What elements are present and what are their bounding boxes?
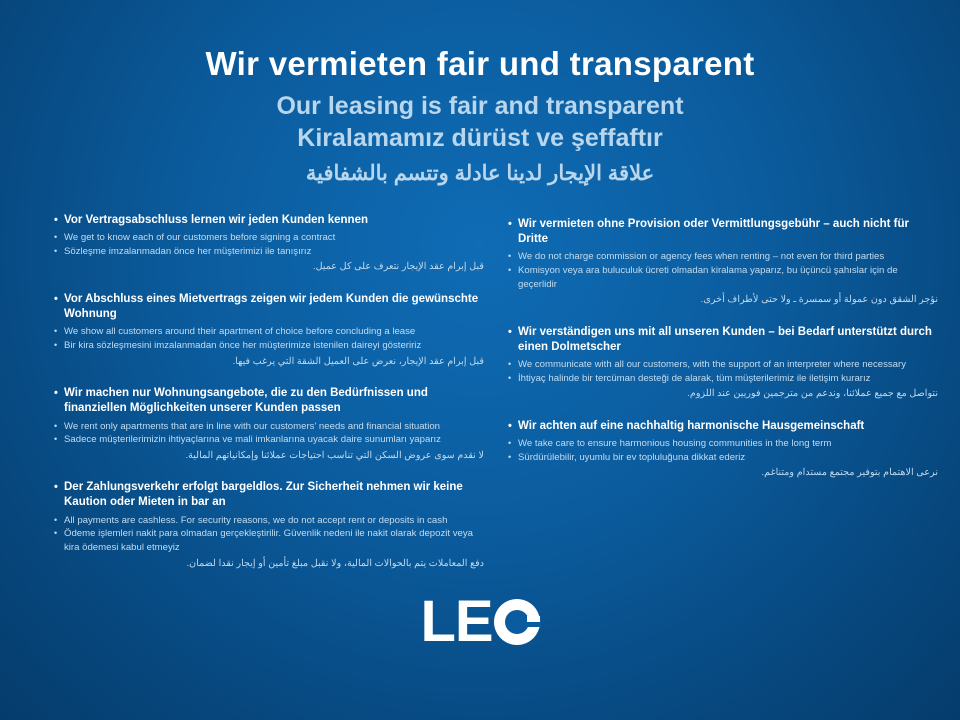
- item-heading-en: [54, 325, 484, 339]
- item-text-de: Wir achten auf eine nachhaltig harmonische Hausgemeinschaft: [518, 419, 865, 432]
- item-text-en: We take care to ensure harmonious housing communities in the long term: [518, 438, 832, 450]
- logo-g-icon: [494, 599, 540, 645]
- item-heading-en: [54, 231, 484, 245]
- page-title-de: Wir vermieten fair und transparent: [205, 45, 755, 82]
- item-text-ar: نرعى الاهتمام بتوفير مجتمع مستدام ومتناغم.: [761, 467, 938, 479]
- item-text-tr: Ödeme işlemleri nakit para olmadan gerçekleştirilir. Güvenlik nedeni ile nakit olarak depozit veya kira ödemesi kabul etmeyiz: [64, 528, 473, 553]
- bullet-icon: •: [54, 326, 58, 337]
- right-column: [508, 213, 938, 588]
- leg-logo: [420, 588, 539, 655]
- bullet-icon: •: [54, 481, 58, 494]
- bullet-icon: •: [54, 514, 58, 525]
- logo-area: [0, 588, 960, 655]
- bullet-icon: •: [54, 232, 58, 243]
- bullet-icon: •: [508, 438, 512, 449]
- item-text-ar: نؤجر الشقق دون عمولة أو سمسرة ـ ولا حتى لأطراف أخرى.: [700, 294, 938, 306]
- item-text-ar: نتواصل مع جميع عملائنا، وندعم من مترجمين فوريين عند اللزوم.: [687, 388, 938, 400]
- bullet-icon: •: [54, 339, 58, 350]
- item-text-tr: Sadece müşterilerimizin ihtiyaçlarına ve mali imkanlarına uyacak daire sunumları yaparız: [64, 434, 441, 446]
- item-text-de: Wir verständigen uns mit all unseren Kunden – bei Bedarf unterstützt durch einen Dolmetscher: [518, 325, 932, 353]
- bullet-icon: •: [54, 386, 58, 399]
- bullet-icon: •: [508, 251, 512, 262]
- list-item: [54, 386, 484, 463]
- bullet-icon: •: [54, 292, 58, 305]
- item-text-en: We rent only apartments that are in line with our customers' needs and financial situation: [64, 420, 441, 432]
- bullet-icon: •: [508, 372, 512, 383]
- item-heading-tr: [508, 451, 938, 465]
- page-title-ar: علاقة الإيجار لدينا عادلة وتتسم بالشفافية: [305, 161, 655, 185]
- bullet-icon: •: [54, 245, 58, 256]
- item-text-de: Wir machen nur Wohnungsangebote, die zu den Bedürfnissen und finanziellen Möglichkeiten unserer Kunden passen: [64, 386, 428, 415]
- item-text-ar: قبل إبرام عقد الإيجار، نعرض على العميل الشقة التي يرغب فيها.: [232, 355, 484, 367]
- item-heading-en: [508, 250, 938, 264]
- item-text-en: We do not charge commission or agency fees when renting – not even for third parties: [518, 251, 885, 263]
- item-heading-en: [54, 514, 484, 528]
- list-item: [508, 419, 938, 481]
- bullet-icon: •: [54, 528, 58, 539]
- content-columns: [0, 187, 960, 588]
- list-item: [54, 480, 484, 571]
- item-text-de: Wir vermieten ohne Provision oder Vermittlungsgebühr – auch nicht für Dritte: [518, 217, 909, 246]
- list-item: [508, 217, 938, 308]
- item-text-tr: Komisyon veya ara buluculuk ücreti olmadan kiralama yaparız, bu üçüncü şahıslar için de geçerlidir: [518, 265, 898, 290]
- item-heading-en: [508, 358, 938, 372]
- bullet-icon: •: [508, 217, 512, 230]
- logo-text: LE: [420, 589, 493, 654]
- page-title-tr: Kiralamamız dürüst ve şeffaftır: [297, 123, 663, 152]
- bullet-icon: •: [508, 265, 512, 276]
- item-heading-de: [508, 217, 938, 248]
- item-text-tr: Sözleşme imzalanmadan önce her müşterimizi ile tanışırız: [64, 245, 312, 257]
- item-heading-de: [54, 386, 484, 417]
- headings-group: [0, 0, 960, 187]
- item-text-en: We show all customers around their apartment of choice before concluding a lease: [64, 326, 416, 338]
- item-heading-tr: [54, 339, 484, 353]
- item-text-de: Vor Abschluss eines Mietvertrags zeigen wir jedem Kunden die gewünschte Wohnung: [64, 292, 479, 321]
- bullet-icon: •: [508, 451, 512, 462]
- bullet-icon: •: [508, 359, 512, 370]
- bullet-icon: •: [508, 419, 512, 432]
- item-heading-en: [54, 420, 484, 434]
- left-column: [54, 213, 484, 588]
- item-heading-de: [54, 292, 484, 323]
- item-heading-de: [54, 480, 484, 511]
- item-text-tr: İhtiyaç halinde bir tercüman desteği de alarak, tüm müşterilerimiz ile iletişim kurarız: [518, 372, 871, 384]
- item-text-de: Vor Vertragsabschluss lernen wir jeden Kunden kennen: [64, 213, 368, 226]
- item-heading-tr: [508, 372, 938, 386]
- item-text-tr: Sürdürülebilir, uyumlu bir ev topluluğuna dikkat ederiz: [518, 451, 746, 463]
- bullet-icon: •: [54, 434, 58, 445]
- item-text-de: Der Zahlungsverkehr erfolgt bargeldlos. Zur Sicherheit nehmen wir keine Kaution oder Mieten in bar an: [64, 481, 463, 509]
- page-title-en: Our leasing is fair and transparent: [276, 91, 684, 120]
- item-text-ar: قبل إبرام عقد الإيجار نتعرف على كل عميل.: [312, 261, 484, 273]
- item-text-ar: لا نقدم سوى عروض السكن التي تناسب احتياجات عملائنا وإمكانياتهم المالية.: [185, 449, 484, 461]
- list-item: [54, 292, 484, 369]
- item-heading-de: [508, 419, 938, 434]
- item-heading-tr: [54, 527, 484, 554]
- bullet-icon: •: [508, 325, 512, 338]
- item-text-en: We get to know each of our customers before signing a contract: [64, 232, 336, 244]
- item-heading-de: [54, 213, 484, 228]
- item-text-en: All payments are cashless. For security reasons, we do not accept rent or deposits in cash: [64, 514, 448, 526]
- item-heading-tr: [54, 433, 484, 447]
- bullet-icon: •: [54, 420, 58, 431]
- item-text-en: We communicate with all our customers, with the support of an interpreter where necessary: [518, 359, 907, 371]
- item-heading-tr: [508, 264, 938, 291]
- item-heading-tr: [54, 245, 484, 259]
- item-heading-de: [508, 325, 938, 356]
- list-item: [508, 325, 938, 402]
- item-text-tr: Bir kira sözleşmesini imzalanmadan önce her müşterimize istenilen daireyi gösteririz: [64, 339, 422, 351]
- bullet-icon: •: [54, 213, 58, 226]
- item-text-ar: دفع المعاملات يتم بالحوالات المالية، ولا نقبل مبلغ تأمين أو إيجار نقدا لضمان.: [186, 557, 484, 569]
- list-item: [54, 213, 484, 275]
- item-heading-en: [508, 437, 938, 451]
